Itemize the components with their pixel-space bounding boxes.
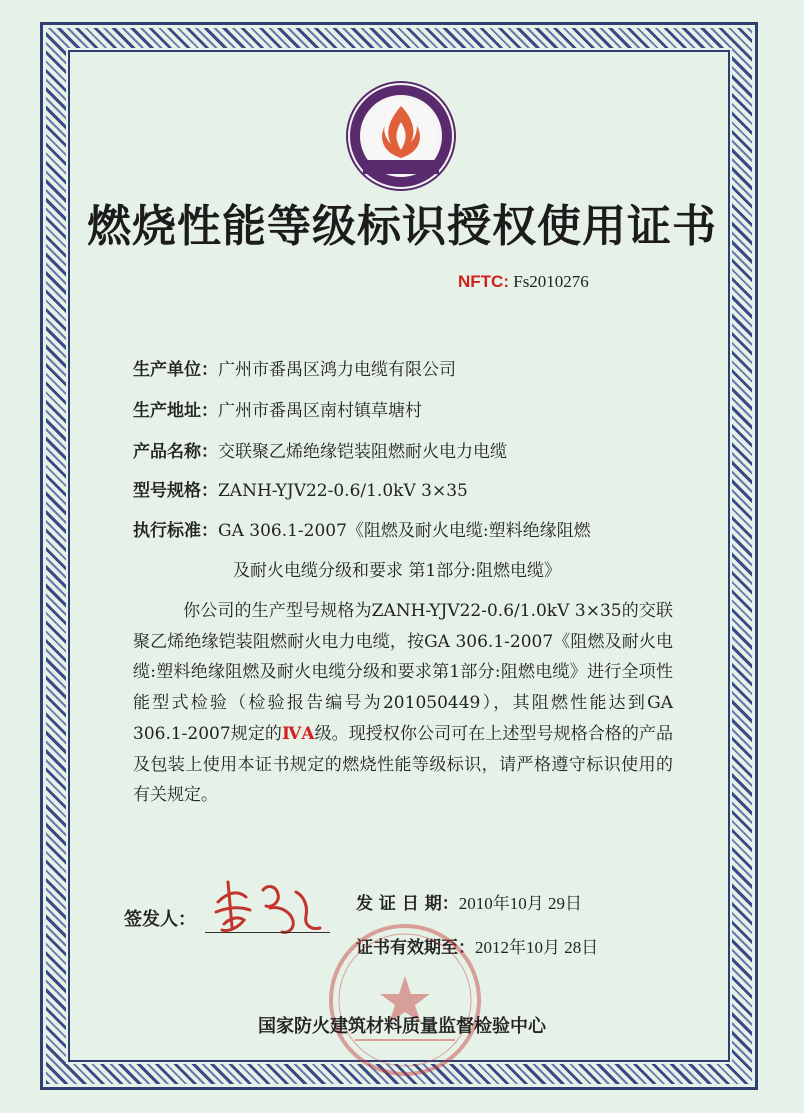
field-label: 产品名称： bbox=[133, 442, 218, 462]
field-value: ZANH-YJV22-0.6/1.0kV 3×35 bbox=[218, 481, 468, 501]
center-logo bbox=[345, 80, 457, 192]
issue-date-label: 发 证 日 期： bbox=[356, 894, 459, 914]
field-manufacturer bbox=[133, 355, 456, 380]
issuing-authority: 国家防火建筑材料质量监督检验中心 bbox=[258, 1016, 546, 1037]
valid-until-value: 2012年10月 28日 bbox=[475, 938, 599, 957]
field-value: 广州市番禺区南村镇草塘村 bbox=[218, 401, 422, 421]
field-standard bbox=[133, 516, 591, 541]
body-part1: 你公司的生产型号规格为ZANH-YJV22-0.6/1.0kV 3×35的交联聚乙烯绝缘铠装阻燃耐火电力电缆，按GA 306.1-2007《阻燃及耐火电缆:塑料绝缘阻燃及耐火电缆分级和要求第1部分:阻燃电缆》进行全项性能型式检验（检验报告编号为201050449），其阻燃性能达到GA 306.1-2007规定的 bbox=[133, 601, 673, 744]
authorization-body bbox=[133, 596, 673, 811]
field-label: 执行标准： bbox=[133, 521, 218, 541]
field-address bbox=[133, 396, 422, 421]
field-value: 交联聚乙烯绝缘铠装阻燃耐火电力电缆 bbox=[218, 442, 507, 462]
issue-date-value: 2010年10月 29日 bbox=[458, 894, 583, 913]
certificate-number bbox=[458, 272, 589, 292]
field-standard-continuation bbox=[233, 556, 561, 581]
field-value: 及耐火电缆分级和要求 第1部分:阻燃电缆》 bbox=[233, 561, 561, 581]
field-label: 型号规格： bbox=[133, 481, 218, 501]
field-product-name bbox=[133, 437, 507, 462]
issuer-label: 签发人： bbox=[124, 909, 196, 930]
signature-line bbox=[205, 932, 330, 933]
certificate-title: 燃烧性能等级标识授权使用证书 bbox=[87, 201, 717, 252]
issue-date bbox=[356, 889, 582, 914]
certificate-number-value: Fs2010276 bbox=[513, 272, 589, 291]
certificate-number-prefix: NFTC: bbox=[458, 272, 509, 291]
field-label: 生产地址： bbox=[133, 401, 218, 421]
field-model bbox=[133, 476, 468, 501]
grade-badge: ⅣA bbox=[281, 723, 315, 744]
field-value: 广州市番禺区鸿力电缆有限公司 bbox=[218, 360, 456, 380]
field-value: GA 306.1-2007《阻燃及耐火电缆:塑料绝缘阻燃 bbox=[218, 521, 591, 541]
field-label: 生产单位： bbox=[133, 360, 218, 380]
official-seal bbox=[325, 920, 485, 1080]
body-part2: 级。现授权你公司可在上述型号规格合格的产品及包装上使用本证书规定的燃烧性能等级标识，请严格遵守标识使用的有关规定。 bbox=[133, 723, 674, 806]
valid-until-label: 证书有效期至： bbox=[356, 938, 475, 958]
